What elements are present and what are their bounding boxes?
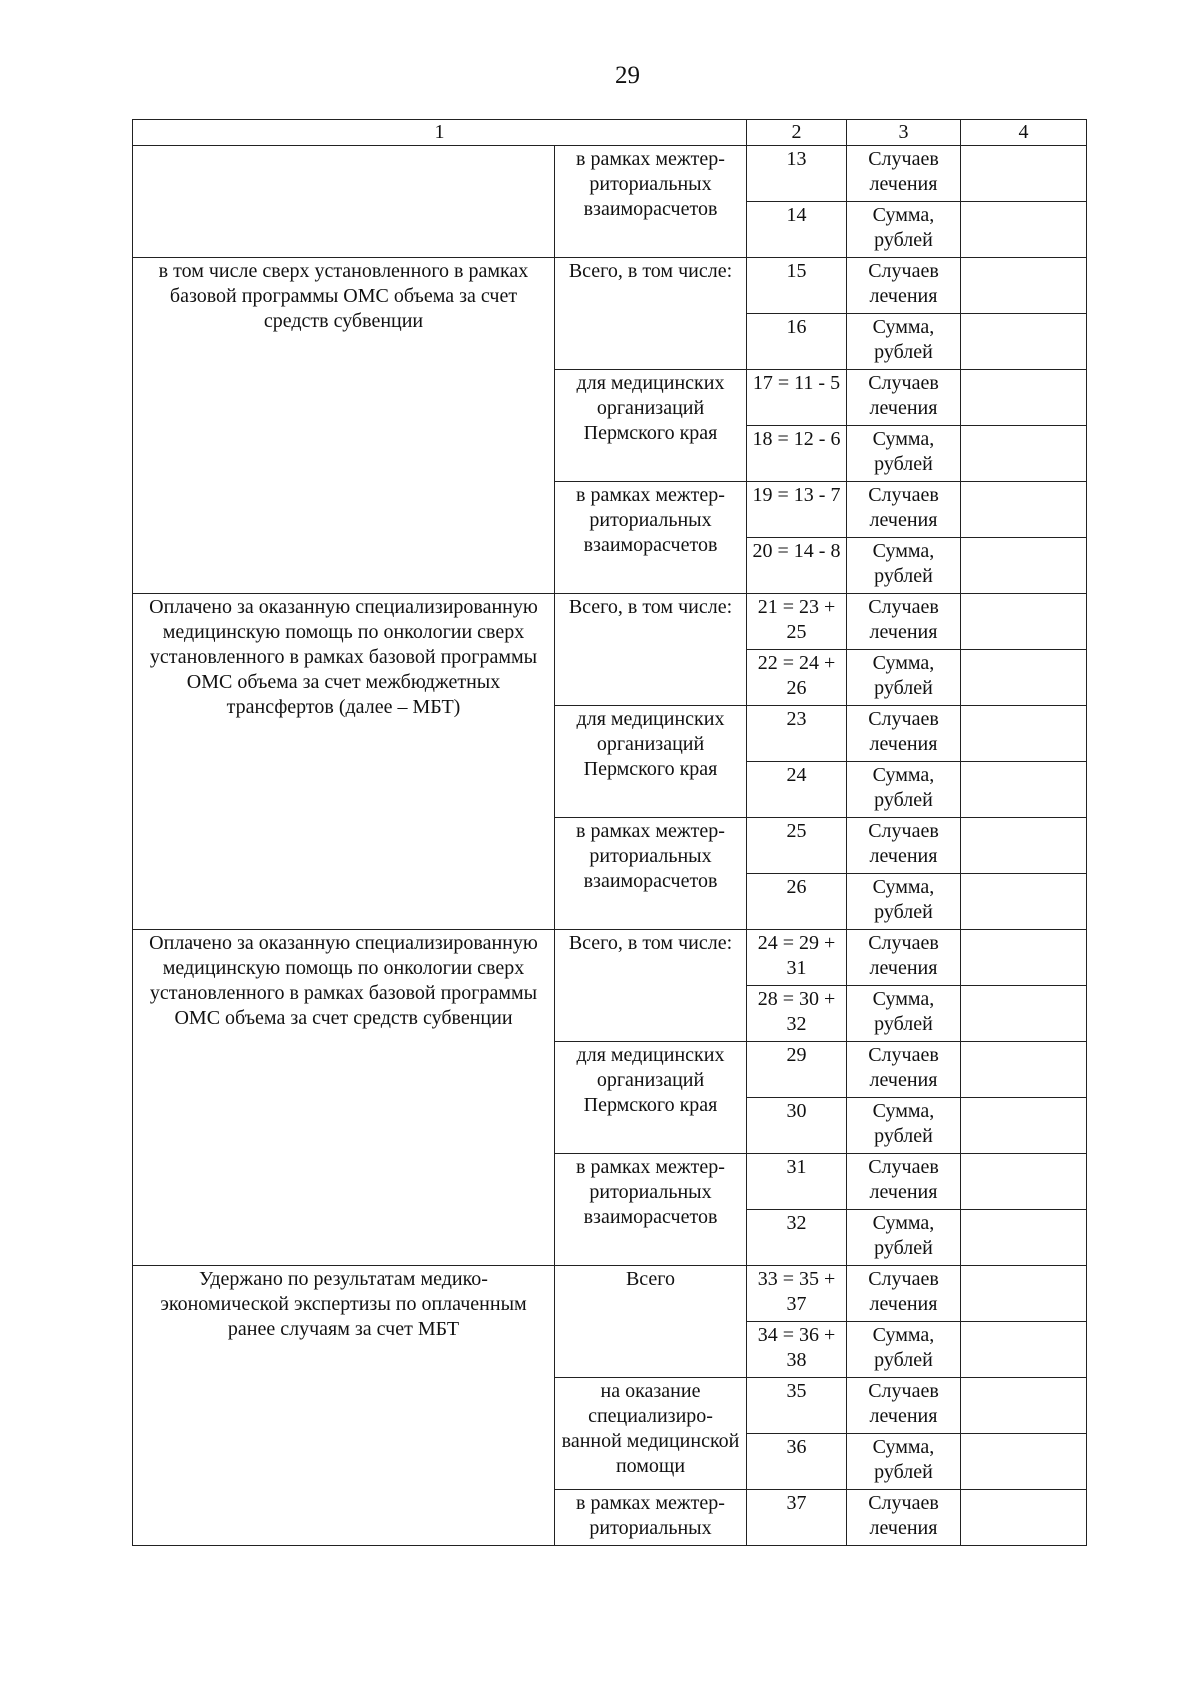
value-cell <box>961 818 1087 874</box>
value-cell <box>961 594 1087 650</box>
unit-cell: Случаев лечения <box>847 1042 961 1098</box>
report-table <box>132 119 1087 1546</box>
header-cell-4: 4 <box>961 120 1087 146</box>
table-row <box>133 146 1087 202</box>
value-cell <box>961 202 1087 258</box>
row-code-cell: 28 = 30 + 32 <box>747 986 847 1042</box>
subgroup-label-cell: Всего, в том числе: <box>555 258 747 370</box>
row-code-cell: 29 <box>747 1042 847 1098</box>
unit-cell: Случаев лечения <box>847 818 961 874</box>
unit-cell: Случаев лечения <box>847 482 961 538</box>
row-code-cell: 16 <box>747 314 847 370</box>
unit-cell: Случаев лечения <box>847 370 961 426</box>
value-cell <box>961 874 1087 930</box>
row-code-cell: 20 = 14 - 8 <box>747 538 847 594</box>
unit-cell: Сумма, рублей <box>847 1098 961 1154</box>
row-code-cell: 13 <box>747 146 847 202</box>
group-label-cell: Оплачено за оказанную специализированную медицинскую помощь по онкологии сверх установленного в рамках базовой программы ОМС объема за счет межбюджетных трансфертов (далее – МБТ) <box>133 594 555 930</box>
subgroup-label-cell: в рамках межтер-риториальных взаиморасчетов <box>555 818 747 930</box>
value-cell <box>961 426 1087 482</box>
subgroup-label-cell: для медицинских организаций Пермского края <box>555 370 747 482</box>
unit-cell: Сумма, рублей <box>847 1434 961 1490</box>
row-code-cell: 24 <box>747 762 847 818</box>
subgroup-label-cell: Всего <box>555 1266 747 1378</box>
value-cell <box>961 370 1087 426</box>
header-cell-2: 2 <box>747 120 847 146</box>
value-cell <box>961 1098 1087 1154</box>
table-row <box>133 258 1087 314</box>
unit-cell: Сумма, рублей <box>847 874 961 930</box>
value-cell <box>961 1490 1087 1546</box>
unit-cell: Сумма, рублей <box>847 762 961 818</box>
group-label-cell <box>133 146 555 258</box>
value-cell <box>961 650 1087 706</box>
unit-cell: Случаев лечения <box>847 1490 961 1546</box>
table-row <box>133 1266 1087 1322</box>
row-code-cell: 32 <box>747 1210 847 1266</box>
unit-cell: Случаев лечения <box>847 930 961 986</box>
value-cell <box>961 1210 1087 1266</box>
value-cell <box>961 258 1087 314</box>
unit-cell: Случаев лечения <box>847 594 961 650</box>
unit-cell: Случаев лечения <box>847 706 961 762</box>
header-cell-1: 1 <box>133 120 747 146</box>
header-cell-3: 3 <box>847 120 961 146</box>
table-row <box>133 930 1087 986</box>
subgroup-label-cell: в рамках межтер-риториальных взаиморасчетов <box>555 482 747 594</box>
value-cell <box>961 930 1087 986</box>
group-label-cell: в том числе сверх установленного в рамках базовой программы ОМС объема за счет средств субвенции <box>133 258 555 594</box>
row-code-cell: 25 <box>747 818 847 874</box>
row-code-cell: 36 <box>747 1434 847 1490</box>
row-code-cell: 21 = 23 + 25 <box>747 594 847 650</box>
value-cell <box>961 986 1087 1042</box>
row-code-cell: 17 = 11 - 5 <box>747 370 847 426</box>
unit-cell: Сумма, рублей <box>847 538 961 594</box>
subgroup-label-cell: для медицинских организаций Пермского края <box>555 706 747 818</box>
value-cell <box>961 1378 1087 1434</box>
value-cell <box>961 314 1087 370</box>
table-row <box>133 594 1087 650</box>
value-cell <box>961 1266 1087 1322</box>
row-code-cell: 37 <box>747 1490 847 1546</box>
report-table-body <box>133 120 1087 1546</box>
subgroup-label-cell: Всего, в том числе: <box>555 930 747 1042</box>
value-cell <box>961 482 1087 538</box>
subgroup-label-cell: в рамках межтер-риториальных взаиморасчетов <box>555 1154 747 1266</box>
unit-cell: Случаев лечения <box>847 146 961 202</box>
row-code-cell: 18 = 12 - 6 <box>747 426 847 482</box>
row-code-cell: 34 = 36 + 38 <box>747 1322 847 1378</box>
row-code-cell: 31 <box>747 1154 847 1210</box>
subgroup-label-cell: в рамках межтер-риториальных взаиморасчетов <box>555 146 747 258</box>
page-number: 29 <box>615 62 640 89</box>
row-code-cell: 26 <box>747 874 847 930</box>
value-cell <box>961 1042 1087 1098</box>
value-cell <box>961 146 1087 202</box>
unit-cell: Сумма, рублей <box>847 650 961 706</box>
row-code-cell: 19 = 13 - 7 <box>747 482 847 538</box>
value-cell <box>961 1434 1087 1490</box>
table-header-row <box>133 120 1087 146</box>
unit-cell: Сумма, рублей <box>847 1322 961 1378</box>
unit-cell: Сумма, рублей <box>847 314 961 370</box>
row-code-cell: 35 <box>747 1378 847 1434</box>
value-cell <box>961 706 1087 762</box>
value-cell <box>961 762 1087 818</box>
unit-cell: Случаев лечения <box>847 1266 961 1322</box>
subgroup-label-cell: для медицинских организаций Пермского края <box>555 1042 747 1154</box>
row-code-cell: 22 = 24 + 26 <box>747 650 847 706</box>
row-code-cell: 33 = 35 + 37 <box>747 1266 847 1322</box>
group-label-cell: Удержано по результатам медико-экономической экспертизы по оплаченным ранее случаям за счет МБТ <box>133 1266 555 1546</box>
unit-cell: Сумма, рублей <box>847 426 961 482</box>
unit-cell: Сумма, рублей <box>847 986 961 1042</box>
row-code-cell: 14 <box>747 202 847 258</box>
unit-cell: Сумма, рублей <box>847 1210 961 1266</box>
value-cell <box>961 1154 1087 1210</box>
subgroup-label-cell: на оказание специализиро-ванной медицинской помощи <box>555 1378 747 1490</box>
unit-cell: Случаев лечения <box>847 1378 961 1434</box>
value-cell <box>961 538 1087 594</box>
row-code-cell: 23 <box>747 706 847 762</box>
row-code-cell: 15 <box>747 258 847 314</box>
value-cell <box>961 1322 1087 1378</box>
subgroup-label-cell: в рамках межтер-риториальных <box>555 1490 747 1546</box>
unit-cell: Случаев лечения <box>847 258 961 314</box>
unit-cell: Сумма, рублей <box>847 202 961 258</box>
row-code-cell: 30 <box>747 1098 847 1154</box>
row-code-cell: 24 = 29 + 31 <box>747 930 847 986</box>
subgroup-label-cell: Всего, в том числе: <box>555 594 747 706</box>
unit-cell: Случаев лечения <box>847 1154 961 1210</box>
group-label-cell: Оплачено за оказанную специализированную медицинскую помощь по онкологии сверх установленного в рамках базовой программы ОМС объема за счет средств субвенции <box>133 930 555 1266</box>
